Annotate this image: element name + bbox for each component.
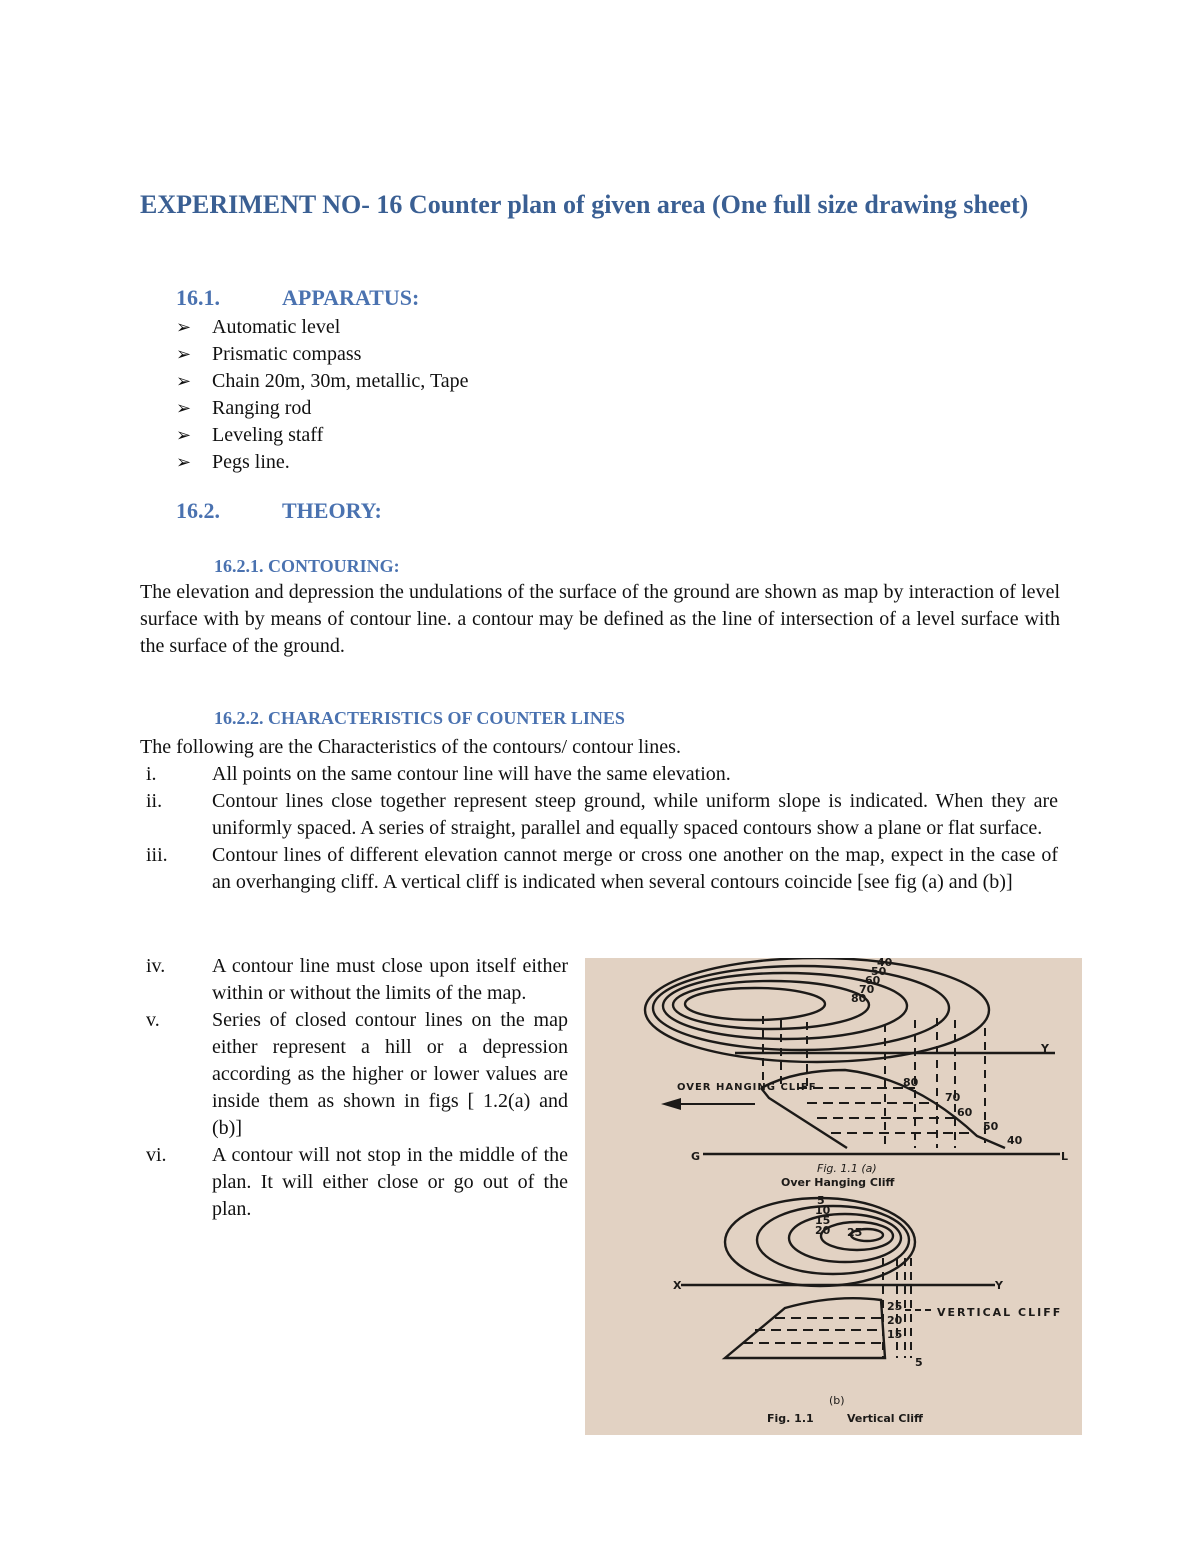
list-item-number: v. (146, 1009, 160, 1031)
contour-label: 5 (817, 1194, 825, 1207)
arrow-bullet-icon: ➢ (176, 452, 192, 473)
list-item: ➢ Leveling staff (176, 422, 469, 449)
contour-line (757, 1206, 909, 1274)
list-item: ➢ Prismatic compass (176, 341, 469, 368)
contour-label: 60 (865, 974, 881, 987)
list-item: iii. Contour lines of different elevation cannot merge or cross one another on the map, expect in the case of an overhanging cliff. A vertical cliff is indicated when several contours coincide [see fig (a) and (b)] (146, 844, 1058, 893)
list-item: ➢ Ranging rod (176, 395, 469, 422)
contour-line (685, 988, 825, 1020)
axis-label: Y (995, 1279, 1003, 1292)
characteristics-heading: 16.2.2. CHARACTERISTICS OF COUNTER LINES (214, 708, 625, 728)
fig-b-caption-fig: Fig. 1.1 (767, 1412, 814, 1425)
list-item: vi. A contour will not stop in the middle of the plan. It will either close or go out of the plan. (146, 1144, 568, 1220)
list-item: ii. Contour lines close together represent steep ground, while uniform slope is indicated. When they are uniformly spaced. A series of straight, parallel and equally spaced contours show a plane or flat surface. (146, 790, 1058, 839)
theory-number: 16.2. (176, 498, 220, 523)
contour-label: 40 (877, 958, 893, 969)
list-item-number: iv. (146, 955, 166, 977)
apparatus-heading (176, 285, 419, 311)
page-title: EXPERIMENT NO- 16 Counter plan of given area (One full size drawing sheet) (140, 190, 1029, 219)
apparatus-number: 16.1. (176, 285, 220, 310)
contour-figure-svg (585, 958, 1082, 1435)
list-item: ➢ Automatic level (176, 314, 469, 341)
fig-b-caption: Vertical Cliff (847, 1412, 923, 1425)
section-label: 50 (983, 1120, 999, 1133)
axis-label: L (1061, 1150, 1069, 1163)
list-item-number: ii. (146, 790, 163, 812)
theory-title: THEORY: (282, 498, 382, 523)
contour-label: 50 (871, 965, 887, 978)
arrow-bullet-icon: ➢ (176, 371, 192, 392)
section-label: 70 (945, 1091, 961, 1104)
section-label: 15 (887, 1328, 903, 1341)
list-item-number: vi. (146, 1144, 167, 1166)
fig-a-section-labels (903, 1076, 1023, 1147)
contour-label: 15 (815, 1214, 831, 1227)
arrow-bullet-icon: ➢ (176, 317, 192, 338)
fig-a-caption: Over Hanging Cliff (781, 1176, 895, 1189)
fig-a-caption-number: Fig. 1.1 (a) (817, 1162, 877, 1175)
section-label: 25 (887, 1300, 903, 1313)
theory-heading (176, 498, 382, 524)
contour-line (789, 1214, 901, 1262)
contour-label: 10 (815, 1204, 831, 1217)
vertical-cliff-label: VERTICAL CLIFF (937, 1306, 1063, 1319)
characteristics-intro: The following are the Characteristics of the contours/ contour lines. (140, 736, 681, 758)
list-item: iv. A contour line must close upon itself either within or without the limits of the map. (146, 955, 568, 1004)
overhang-label: OVER HANGING CLIFF (677, 1082, 817, 1093)
section-label: 60 (957, 1106, 973, 1119)
arrow-bullet-icon: ➢ (176, 425, 192, 446)
axis-label: Y (1041, 1042, 1049, 1055)
axis-label: G (691, 1150, 701, 1163)
list-item-number: iii. (146, 844, 168, 866)
list-item: ➢ Chain 20m, 30m, metallic, Tape (176, 368, 469, 395)
arrow-bullet-icon: ➢ (176, 344, 192, 365)
arrow-bullet-icon: ➢ (176, 398, 192, 419)
contour-label: 25 (847, 1226, 863, 1239)
section-label: 40 (1007, 1134, 1023, 1147)
characteristics-list-narrow (146, 953, 568, 1223)
fig-b-section-levels (743, 1318, 881, 1343)
list-item: ➢ Pegs line. (176, 449, 469, 476)
fig-b-section-profile (725, 1298, 885, 1358)
arrow-left-icon (661, 1098, 681, 1110)
contour-label: 80 (851, 992, 867, 1005)
contouring-paragraph: The elevation and depression the undulations of the surface of the ground are shown as map by interaction of level surface with by means of contour line. a contour may be defined as the line of intersection of a level surface with the surface of the ground. (140, 581, 1060, 657)
fig-b-caption-number: (b) (829, 1394, 845, 1407)
list-item: v. Series of closed contour lines on the map either represent a hill or a depression according as the higher or lower values are inside them as shown in figs [ 1.2(a) and (b)] (146, 1009, 568, 1139)
section-label: 20 (887, 1314, 903, 1327)
axis-label: X (673, 1279, 682, 1292)
list-item-number: i. (146, 763, 157, 785)
contour-label: 70 (859, 983, 875, 996)
characteristics-list-wide (146, 761, 1058, 896)
fig-a-contour-labels (851, 958, 893, 1005)
contour-label: 20 (815, 1224, 831, 1237)
apparatus-list (176, 314, 469, 476)
contouring-heading: 16.2.1. CONTOURING: (214, 556, 400, 576)
section-label: 80 (903, 1076, 919, 1089)
contour-line (653, 966, 949, 1050)
apparatus-title: APPARATUS: (282, 285, 420, 310)
list-item: i. All points on the same contour line will have the same elevation. (212, 761, 1058, 788)
section-label: 5 (915, 1356, 923, 1369)
contour-figure (585, 958, 1082, 1435)
